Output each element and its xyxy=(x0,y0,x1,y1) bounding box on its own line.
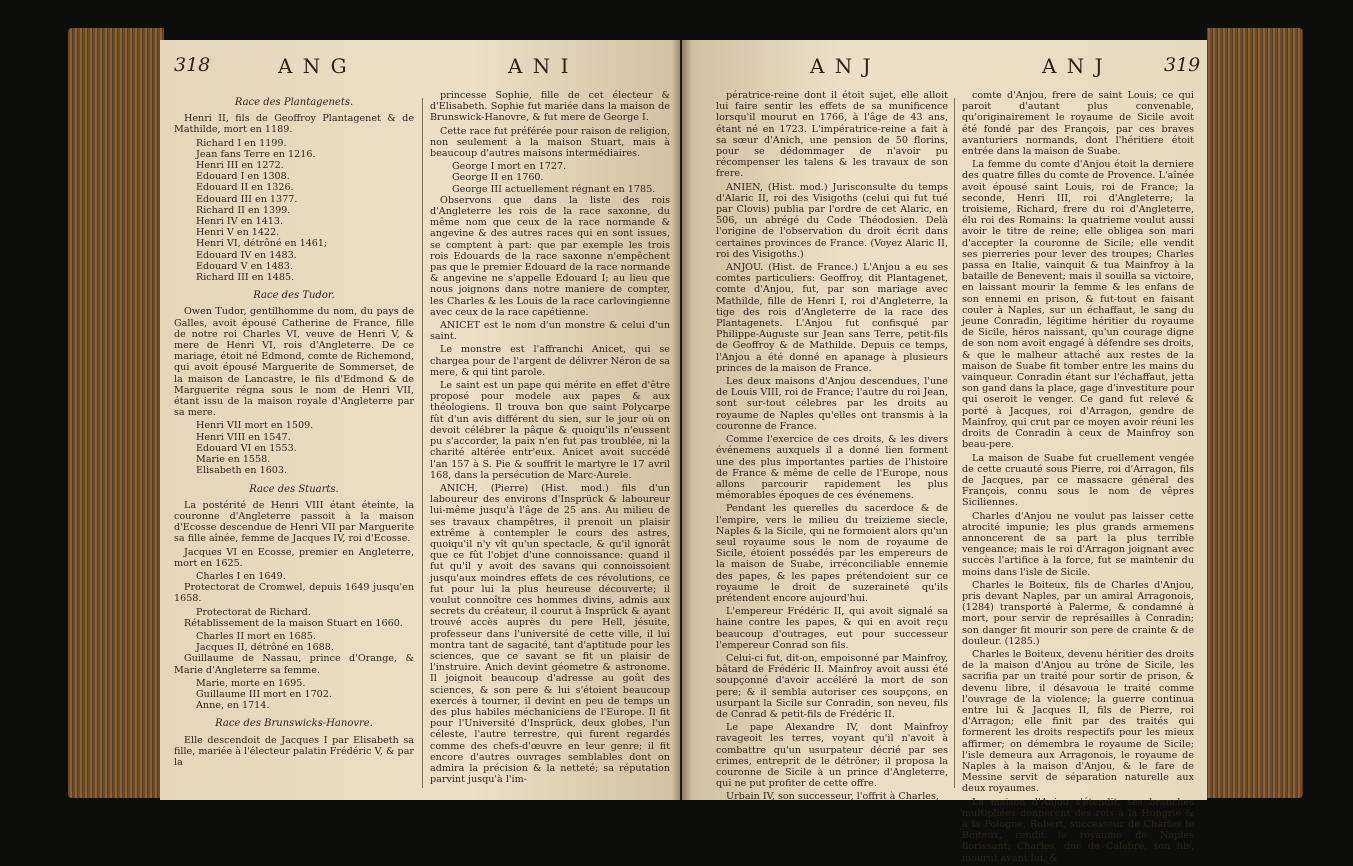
right-page-column-2 xyxy=(962,90,1194,866)
paragraph: Charles le Boiteux, devenu héritier des droits de la maison d'Anjou au trône de Sicile, les sacrifia par un traité pour sortir de prison, & devenu libre, il désavoua le traité comme l'ouvrage de la violence; la guerre continua entre lui & Jacques II, fils de Pierre, roi d'Arragon; elle finit par des traités qui formerent les droits respectifs pour les mieux affirmer; on démembra le royaume de Sicile; l'isle demeura aux Arragonois, le royaume de Naples à la maison d'Anjou, & le fare de Messine servit de séparation naturelle aux deux royaumes. xyxy=(962,648,1194,795)
list-entry: Henri V en 1422. xyxy=(196,227,280,239)
paragraph: Owen Tudor, gentilhomme du nom, du pays de Galles, avoit épousé Catherine de France, fille de notre roi Charles VI, veuve de Henri V, & mere de Henri VI, rois d'Angleterre. De ce mariage, étoit né Edmond, comte de Richemond, qui avoit épousé Marguerite de Sommerset, de la maison de Lancastre, le fils d'Edmond & de Marguerite régna sous le nom de Henri VII, étant issu de la maison royale d'Angleterre par sa mere. xyxy=(174,306,414,419)
right-header-right: A N J xyxy=(1042,54,1105,78)
right-column-rule xyxy=(954,98,955,788)
section-heading: Race des Stuarts. xyxy=(249,483,339,495)
right-header-left: A N J xyxy=(810,54,873,78)
list-entry: George I mort en 1727. xyxy=(452,161,567,173)
paragraph: La maison d'Anjou s'étendit, ses branches multipliées donnerent des rois à la Hongrie & à la Pologne, Robert, successeur de Charles le Boiteux, rendit le royaume de Naples florissant; Charles, duc de Calabre, son fils, mourut avant lui, & xyxy=(962,796,1194,864)
left-page-column-2 xyxy=(430,90,670,787)
paragraph: pératrice-reine dont il étoit sujet, elle alloit lui faire sentir les effets de sa munificence lorsqu'il mourut en 1766, à l'âge de 43 ans, étant né en 1723. L'impératrice-reine a fait à sa sœur d'Anich, une pension de 50 florins, pour se dédommager de n'avoir pu récompenser les talens & les travaux de son frere. xyxy=(716,90,948,180)
list-entry: Richard II en 1399. xyxy=(196,204,291,216)
list-entry: Richard I en 1199. xyxy=(196,137,287,149)
list-entry: Henri III en 1272. xyxy=(196,160,284,172)
paragraph: ANICET est le nom d'un monstre & celui d'un saint. xyxy=(430,320,670,343)
paragraph: princesse Sophie, fille de cet électeur & d'Elisabeth. Sophie fut mariée dans la maison de Brunswick-Hanovre, & fut mere de George I. xyxy=(430,90,670,124)
list-entry: Edouard III en 1377. xyxy=(196,193,298,205)
paragraph: Rétablissement de la maison Stuart en 1660. xyxy=(184,617,403,629)
list-entry: Charles I en 1649. xyxy=(196,570,286,582)
paragraph: Comme l'exercice de ces droits, & les divers événemens auxquels il a donné lien forment une des plus importantes parties de l'histoire de France & même de celle de l'Europe, nous allons parcourir rapidement les plus mémorables époques de ces événemens. xyxy=(716,434,948,502)
list-entry: Henri IV en 1413. xyxy=(196,216,284,228)
list-entry: Charles II mort en 1685. xyxy=(196,630,316,642)
paragraph: Guillaume de Nassau, prince d'Orange, & Marie d'Angleterre sa femme. xyxy=(174,653,414,676)
list-entry: George III actuellement régnant en 1785. xyxy=(452,183,656,195)
paragraph: Urbain IV, son successeur, l'offrit à Charles, xyxy=(726,791,939,803)
paragraph: Protectorat de Cromwel, depuis 1649 jusqu'en 1658. xyxy=(174,582,414,605)
paragraph: ANIEN, (Hist. mod.) Jurisconsulte du temps d'Alaric II, roi des Visigoths (celui qui fut tué par Clovis) publia par l'ordre de cet Alaric, en 506, un abrégé du Code Théodosien. Delà l'origine de l'observation du droit écrit dans certaines provinces de France. (Voyez Alaric II, roi des Visigoths.) xyxy=(716,181,948,260)
paragraph: Charles le Boiteux, fils de Charles d'Anjou, pris devant Naples, par un amiral Arragonois, (1284) transporté à Palerme, & condamné à mort, pour servir de représailles à Conradin; son danger fit mourir son pere de crainte & de douleur. (1285.) xyxy=(962,579,1194,647)
right-page-column-1 xyxy=(716,90,948,805)
list-entry: Marie, morte en 1695. xyxy=(196,677,306,689)
list-entry: Marie en 1558. xyxy=(196,454,271,466)
left-header-left: A N G xyxy=(278,54,349,78)
paragraph: Charles d'Anjou ne voulut pas laisser cette atrocité impunie; les plus grands armemens annoncerent de sa part la plus terrible vengeance; mais le roi d'Arragon joignant avec succès l'artifice à la force, fut se maintenir du moins dans l'isle de Sicile. xyxy=(962,510,1194,578)
section-heading: Race des Brunswicks-Hanovre. xyxy=(215,718,373,730)
paragraph: Le pape Alexandre IV, dont Mainfroy ravageoit les terres, voyant qu'il n'avoit à combattre qu'un usurpateur décrié par ses crimes, entreprit de le détrôner; il proposa la couronne de Sicile à un prince d'Angleterre, qui ne put profiter de cette offre. xyxy=(716,722,948,790)
right-page xyxy=(682,40,1207,864)
paragraph: Pendant les querelles du sacerdoce & de l'empire, vers le milieu du treizieme siecle, Naples & la Sicile, qui ne formoient alors qu'un seul royaume sous le nom de royaume de Sicile, étoient possédés par les empereurs de la maison de Suabe, irréconciliable ennemie des papes, & les papes prétendoient sur ce royaume le droit de suzeraineté qu'ils prétendent encore aujourd'hui. xyxy=(716,503,948,604)
paragraph: La maison de Suabe fut cruellement vengée de cette cruauté sous Pierre, roi d'Arragon, fils de Jacques, par ce massacre général des François, connu sous le nom de vêpres Siciliennes. xyxy=(962,452,1194,509)
list-entry: Guillaume III mort en 1702. xyxy=(196,688,332,700)
paragraph: L'empereur Frédéric II, qui avoit signalé sa haine contre les papes, & qui en avoit reçu beaucoup d'outrages, eut pour successeur l'empereur Conrad son fils. xyxy=(716,606,948,651)
left-page-number: 318 xyxy=(174,54,211,76)
paragraph: Observons que dans la liste des rois d'Angleterre les rois de la race saxonne, du même nom que ceux de la race normande & angevine & des autres races qui en sont issues, se comptent à part: que par exemple les trois rois Edouards de la race saxonne n'empêchent pas que le premier Edouard de la race normande & angevine ne s'appelle Edouard I; au lieu que nous joignons dans notre maniere de compter, les Charles & les Louis de la race carlovingienne avec ceux de la race capétienne. xyxy=(430,194,670,318)
right-page-edges xyxy=(1207,28,1303,798)
paragraph: ANJOU. (Hist. de France.) L'Anjou a eu ses comtes particuliers: Geoffroy, dit Plantagenet, comte d'Anjou, fut, par son mariage avec Mathilde, fille de Henri I, roi d'Angleterre, la tige des rois d'Angleterre de la race des Plantagenets. L'Anjou fut confisqué par Philippe-Auguste sur Jean sans Terre, petit-fils de Geoffroy & de Mathilde. Depuis ce temps, l'Anjou a été donné en apanage à plusieurs princes de la maison de France. xyxy=(716,262,948,374)
paragraph: Elle descendoit de Jacques I par Elisabeth sa fille, mariée à l'électeur palatin Frédéric V, & par la xyxy=(174,734,414,768)
paragraph: La postérité de Henri VIII étant éteinte, la couronne d'Angleterre passoit à la maison d'Ecosse descendue de Henri VII par Marguerite sa fille aînée, femme de Jacques IV, roi d'Ecosse. xyxy=(174,499,414,545)
paragraph: Cette race fut préférée pour raison de religion, non seulement à la maison Stuart, mais à beaucoup d'autres maisons intermédiaires. xyxy=(430,125,670,160)
list-entry: Jacques II, détrôné en 1688. xyxy=(196,642,334,654)
list-entry: Edouard II en 1326. xyxy=(196,182,294,194)
book-gutter xyxy=(672,40,692,800)
left-page xyxy=(160,40,680,800)
list-entry: Protectorat de Richard. xyxy=(196,606,311,618)
list-entry: Edouard I en 1308. xyxy=(196,171,290,183)
left-column-rule xyxy=(422,98,423,788)
section-heading: Race des Tudor. xyxy=(253,290,335,302)
left-page-column-1 xyxy=(174,90,414,770)
paragraph: Le monstre est l'affranchi Anicet, qui se chargea pour de l'argent de délivrer Néron de sa mere, & qui tint parole. xyxy=(430,344,670,378)
left-header-right: A N I xyxy=(508,54,571,78)
list-entry: Henri VII mort en 1509. xyxy=(196,420,314,432)
paragraph: La femme du comte d'Anjou étoit la derniere des quatre filles du comte de Provence. L'aînée avoit épousé saint Louis, roi de France; la seconde, Henri III, roi d'Angleterre; la troisieme, Richard, frere du roi d'Angleterre, élu roi des Romains: la quatrieme voulut aussi avoir le titre de reine; elle obligea son mari d'accepter la couronne de Sicile; elle vendit ses pierreries pour lever des troupes; Charles passa en Italie, vainquit & tua Mainfroy à la bataille de Benevent; mais il souilla sa victoire, en laissant mourir la femme & les enfans de son ennemi en prison, & fut-tout en faisant couler à Naples, sur un échaffaut, le sang du jeune Conradin, légitime héritier du royaume de Sicile, héros naissant, qu'un courage digne de son nom avoit engagé à défendre ses droits, & que le malheur attaché aux restes de la maison de Suabe fit tomber entre les mains du vainqueur. Conradin étant sur l'échaffaut, jetta son gand dans la place, gage d'investiture pour qui oseroit le venger. Ce gand fut relevé & porté à Jacques, roi d'Arragon, gendre de Mainfroy, qui crut par ce moyen avoir réuni les droits de Conradin à ceux de Mainfroy son beau-pere. xyxy=(962,159,1194,451)
paragraph: ANICH, (Pierre) (Hist. mod.) fils d'un laboureur des environs d'Insprück & laboureur lui-même jusqu'à l'âge de 25 ans. Au milieu de ses travaux champêtres, il prenoit un plaisir extrême à contempler le cours des astres, quoiqu'il n'y vît qu'un spectacle, & qu'il ignorât que ce fût l'objet d'une connoissance: quand il fut qu'il y avoit des savans qui connoissoient jusqu'aux moindres effets de ces révolutions, ce fut pour lui la plus heureuse découverte; il voulut connoître ces hommes divins, admis aux secrets du créateur, il courut à Insprück & ayant trouvé accès auprès du pere Hell, jésuite, professeur dans l'université de cette ville, il lui montra tant de sagacité, tant d'aptitude pour les sciences, que ce savant se fit un plaisir de l'instruire. Anich devint géometre & astronome. Il joignoit beaucoup d'adresse au goût des sciences, & son pere & lui s'étoient beaucoup exercés à tourner, il devint en peu de temps un des plus habiles méchaniciens de l'Europe. Il fit pour l'Université d'Insprück, deux globes, l'un céleste, l'autre terrestre, qui furent regardés comme des chefs-d'œuvre en leur genre; il fit encore d'autres ouvrages semblables dont on admira la précision & la netteté; sa réputation parvint jusqu'à l'im- xyxy=(430,482,670,786)
section-heading: Race des Plantagenets. xyxy=(234,97,354,108)
list-entry: Edouard V en 1483. xyxy=(196,260,293,272)
list-entry: Henri VIII en 1547. xyxy=(196,431,291,443)
list-entry: Elisabeth en 1603. xyxy=(196,465,288,477)
list-entry: Edouard VI en 1553. xyxy=(196,442,297,454)
paragraph: Jacques VI en Ecosse, premier en Angleterre, mort en 1625. xyxy=(174,546,414,569)
list-entry: Edouard IV en 1483. xyxy=(196,249,297,261)
right-page-number: 319 xyxy=(1164,54,1201,76)
left-page-edges xyxy=(68,28,164,798)
paragraph: Le saint est un pape qui mérite en effet d'être proposé pour modele aux papes & aux théologiens. Il trouva bon que saint Polycarpe fût d'un avis différent du sien, sur le jour où on devoit célébrer la pâque & quoiqu'ils n'eussent pu s'accorder, la paix n'en fut pas troublée, ni la charité altérée entr'eux. Anicet avoit succédé l'an 157 à S. Pie & souffrit le martyre le 17 avril 168, dans la persécution de Marc-Aurele. xyxy=(430,380,670,481)
list-entry: George II en 1760. xyxy=(452,172,544,184)
list-entry: Jean fans Terre en 1216. xyxy=(196,148,316,160)
paragraph: comte d'Anjou, frere de saint Louis; ce qui paroit d'autant plus convenable, qu'originairement le royaume de Sicile avoit été fondé par des François, par ces braves avanturiers normands, dont l'héritiere étoit entrée dans la maison de Suabe. xyxy=(962,90,1194,158)
paragraph: Henri II, fils de Geoffroy Plantagenet & de Mathilde, mort en 1189. xyxy=(174,113,414,136)
list-entry: Richard III en 1485. xyxy=(196,272,295,284)
paragraph: Les deux maisons d'Anjou descendues, l'une de Louis VIII, roi de France; l'autre du roi Jean, sont sur-tout célebres par les droits au royaume de Naples qu'elles ont transmis à la couronne de France. xyxy=(716,376,948,432)
list-entry: Henri VI, détrôné en 1461; xyxy=(196,238,328,250)
list-entry: Anne, en 1714. xyxy=(196,700,270,712)
paragraph: Celui-ci fut, dit-on, empoisonné par Mainfroy, bâtard de Frédéric II. Mainfroy avoit aussi été soupçonné d'avoir accéléré la mort de son pere; & il sembla autoriser ces soupçons, en usurpant la Sicile sur Conradin, son neveu, fils de Conrad & petit-fils de Frédéric II. xyxy=(716,652,948,720)
